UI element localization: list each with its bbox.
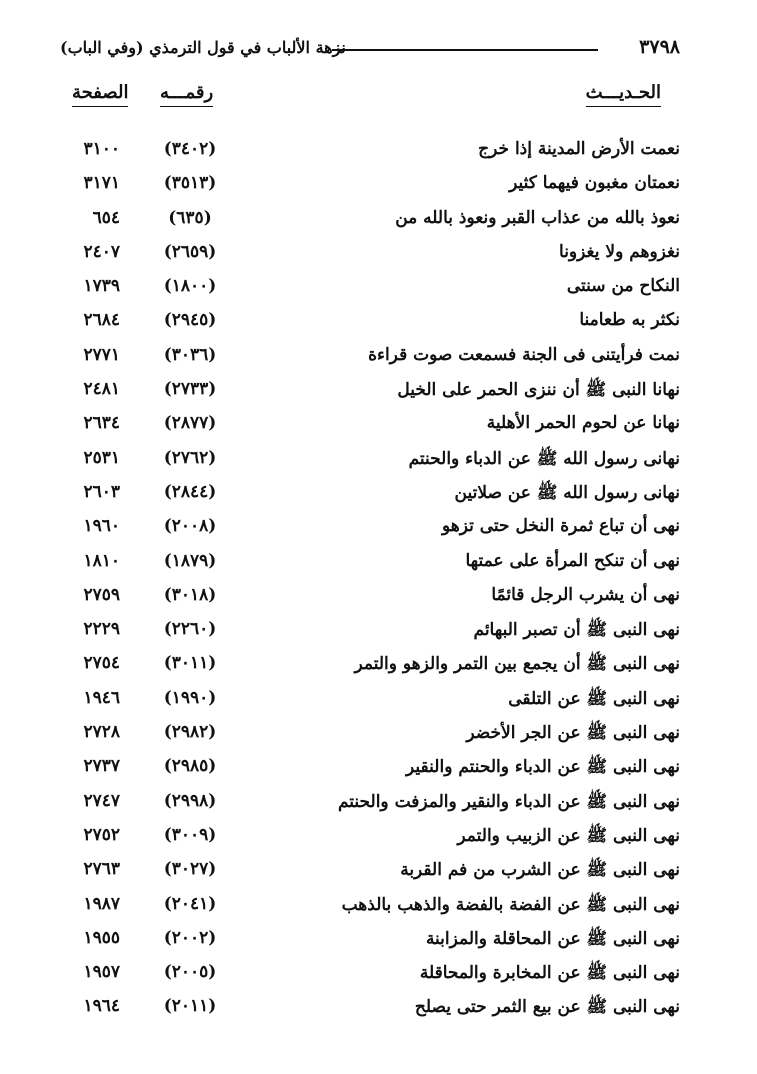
hadith-text: نغزوهم ولا يغزونا xyxy=(559,241,680,262)
index-row xyxy=(60,821,680,855)
index-row xyxy=(60,238,680,272)
page-reference: ١٨١٠ xyxy=(83,550,120,571)
hadith-text: نعوذ بالله من عذاب القبر ونعوذ بالله من xyxy=(395,207,680,228)
hadith-text: نهى النبى ﷺ عن الجر الأخضر xyxy=(466,723,680,744)
hadith-text: نهى أن تباع ثمرة النخل حتى تزهو xyxy=(441,516,680,537)
index-row xyxy=(60,649,680,683)
index-row xyxy=(60,272,680,306)
column-header-hadith: الحـديـــث xyxy=(586,82,661,107)
hadith-text: نهانا النبى ﷺ أن ننزى الحمر على الخيل xyxy=(397,380,680,401)
index-row xyxy=(60,478,680,512)
index-row xyxy=(60,855,680,889)
hadith-text: نهى النبى ﷺ عن الزبيب والتمر xyxy=(457,825,680,846)
hadith-number: (٢٩٩٨) xyxy=(163,790,217,811)
hadith-number: (٢٨٧٧) xyxy=(163,413,217,434)
index-row xyxy=(60,204,680,238)
index-row xyxy=(60,924,680,958)
hadith-number: (٣٥١٣) xyxy=(163,173,217,194)
hadith-number: (٢٠٠٥) xyxy=(163,962,217,983)
hadith-number: (٢٦٥٩) xyxy=(163,241,217,262)
hadith-text: نهى النبى ﷺ عن الشرب من فم القربة xyxy=(400,860,680,881)
hadith-text: نهى النبى ﷺ عن المحاقلة والمزابنة xyxy=(425,928,680,949)
hadith-number: (٣٠٢٧) xyxy=(163,859,217,880)
page-reference: ٢٤٠٧ xyxy=(83,241,120,262)
hadith-number: (١٨٧٩) xyxy=(163,550,217,571)
page-reference: ١٩٨٧ xyxy=(83,893,120,914)
hadith-number: (٢٢٦٠) xyxy=(163,619,217,640)
index-row xyxy=(60,787,680,821)
page-reference: ٢٧٤٧ xyxy=(83,790,120,811)
hadith-number: (٦٣٥) xyxy=(168,207,212,228)
hadith-number: (٣٤٠٢) xyxy=(163,139,217,159)
hadith-number: (٣٠١٨) xyxy=(163,584,217,605)
index-row xyxy=(60,444,680,478)
page-reference: ٢٧٢٨ xyxy=(83,722,120,743)
index-row xyxy=(60,169,680,203)
page-reference: ١٩٦٤ xyxy=(83,996,120,1017)
hadith-text: نهى أن تنكح المرأة على عمتها xyxy=(465,550,680,571)
hadith-number: (٣٠١١) xyxy=(163,653,217,674)
running-header xyxy=(60,36,680,64)
hadith-index-list xyxy=(60,135,680,1027)
index-row xyxy=(60,958,680,992)
index-row xyxy=(60,890,680,924)
hadith-text: النكاح من سنتى xyxy=(566,276,680,297)
hadith-number: (٢٠٠٨) xyxy=(163,516,217,537)
hadith-text: نعمتان مغبون فيهما كثير xyxy=(509,173,680,194)
hadith-text: نهى النبى ﷺ عن الفضة بالفضة والذهب بالذهب xyxy=(341,894,680,915)
index-row xyxy=(60,341,680,375)
hadith-text: نهانى رسول الله ﷺ عن الدباء والحنتم xyxy=(408,448,680,469)
column-header-number: رقمـــه xyxy=(160,82,213,107)
hadith-text: نهى النبى ﷺ عن المخابرة والمحاقلة xyxy=(419,963,680,984)
page-reference: ١٩٦٠ xyxy=(83,516,120,537)
hadith-number: (٢٧٦٢) xyxy=(163,447,217,468)
hadith-number: (٢٠٤١) xyxy=(163,893,217,914)
index-row xyxy=(60,684,680,718)
index-row xyxy=(60,581,680,615)
book-title: نزهة الألباب في قول الترمذي (وفي الباب) xyxy=(60,38,346,57)
hadith-text: نهى النبى ﷺ أن يجمع بين التمر والزهو والتمر xyxy=(354,654,680,675)
index-row xyxy=(60,547,680,581)
page-reference: ٢٧٥٩ xyxy=(83,584,120,605)
index-row xyxy=(60,135,680,169)
hadith-text: نهانى رسول الله ﷺ عن صلاتين xyxy=(454,482,680,503)
index-row xyxy=(60,752,680,786)
page-reference: ٢٧٣٧ xyxy=(83,756,120,777)
hadith-number: (١٨٠٠) xyxy=(163,276,217,297)
column-header-page: الصفحة xyxy=(72,82,128,107)
hadith-text: نهى النبى ﷺ أن تصبر البهائم xyxy=(473,620,680,641)
hadith-text: نعمت الأرض المدينة إذا خرج xyxy=(478,139,680,159)
page-number: ٣٧٩٨ xyxy=(639,36,680,58)
hadith-number: (٢٩٨٢) xyxy=(163,722,217,743)
page-reference: ١٩٥٧ xyxy=(83,962,120,983)
page-reference: ١٩٥٥ xyxy=(83,927,120,948)
page-reference: ٢٧٥٢ xyxy=(83,824,120,845)
hadith-number: (٣٠٠٩) xyxy=(163,824,217,845)
hadith-text: نهى النبى ﷺ عن التلقى xyxy=(508,688,680,709)
index-row xyxy=(60,718,680,752)
page-reference: ٢٥٣١ xyxy=(83,447,120,468)
page-reference: ٦٥٤ xyxy=(92,207,120,228)
page-reference: ٣١٠٠ xyxy=(83,139,120,159)
page-reference: ١٩٤٦ xyxy=(83,687,120,708)
hadith-number: (٢٨٤٤) xyxy=(163,481,217,502)
index-row xyxy=(60,992,680,1026)
hadith-text: نهى النبى ﷺ عن بيع الثمر حتى يصلح xyxy=(414,997,680,1018)
page-reference: ٢٧٥٤ xyxy=(83,653,120,674)
hadith-number: (٢٧٣٣) xyxy=(163,379,217,400)
index-row xyxy=(60,615,680,649)
page-reference: ٢٧٧١ xyxy=(83,344,120,365)
hadith-number: (٢٩٨٥) xyxy=(163,756,217,777)
page-reference: ٢٦٣٤ xyxy=(83,413,120,434)
index-row xyxy=(60,409,680,443)
hadith-number: (٣٠٣٦) xyxy=(163,344,217,365)
hadith-number: (٢٠١١) xyxy=(163,996,217,1017)
hadith-text: نهى النبى ﷺ عن الدباء والنقير والمزفت والحنتم xyxy=(337,791,680,812)
index-row xyxy=(60,306,680,340)
index-row xyxy=(60,375,680,409)
hadith-text: نهانا عن لحوم الحمر الأهلية xyxy=(486,413,680,434)
hadith-number: (٢٠٠٢) xyxy=(163,927,217,948)
hadith-text: نمت فرأيتنى فى الجنة فسمعت صوت قراءة xyxy=(368,344,680,365)
hadith-text: نكثر به طعامنا xyxy=(579,310,680,331)
page-reference: ٢٧٦٣ xyxy=(83,859,120,880)
header-rule xyxy=(332,49,598,51)
hadith-number: (٢٩٤٥) xyxy=(163,310,217,331)
hadith-number: (١٩٩٠) xyxy=(163,687,217,708)
page-reference: ٢٢٢٩ xyxy=(83,619,120,640)
page-reference: ٢٤٨١ xyxy=(83,379,120,400)
hadith-text: نهى أن يشرب الرجل قائمًا xyxy=(491,584,680,605)
page-reference: ٢٦٠٣ xyxy=(83,481,120,502)
page-reference: ١٧٣٩ xyxy=(83,276,120,297)
hadith-text: نهى النبى ﷺ عن الدباء والحنتم والنقير xyxy=(406,757,680,778)
page-reference: ٢٦٨٤ xyxy=(83,310,120,331)
page-reference: ٣١٧١ xyxy=(83,173,120,194)
index-row xyxy=(60,512,680,546)
